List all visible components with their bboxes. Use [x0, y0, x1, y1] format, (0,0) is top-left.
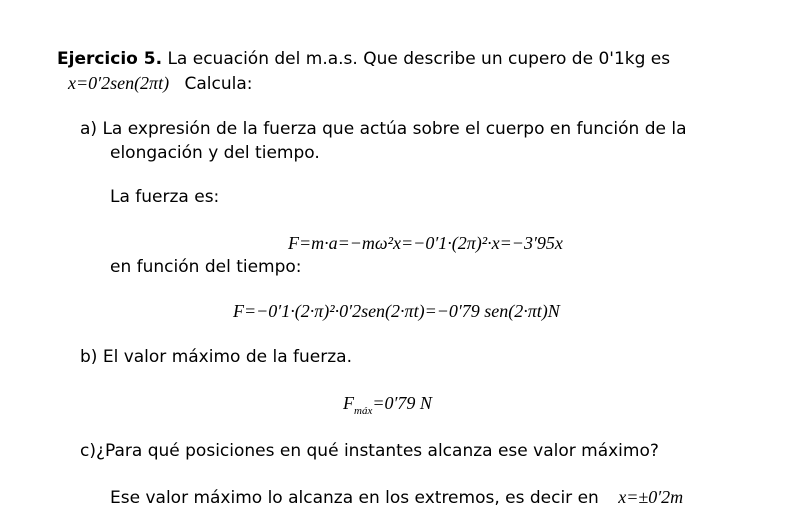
- part-c-answer-equation: x=±0′2m: [618, 487, 684, 507]
- part-c-question: c)¿Para qué posiciones en qué instantes alcanza ese valor máximo?: [80, 441, 659, 461]
- time-equation: F=−0′1·(2·π)²·0′2sen(2·πt)=−0′79 sen(2·πt)N: [233, 301, 560, 321]
- part-a-question-line2: elongación y del tiempo.: [110, 143, 320, 163]
- part-c-answer-text: Ese valor máximo lo alcanza en los extremos, es decir en: [110, 488, 599, 508]
- max-force-equation: [343, 392, 432, 417]
- part-c-answer-line: [110, 486, 683, 509]
- exercise-title: Ejercicio 5.: [57, 49, 163, 69]
- exercise-equation: x=0′2sen(2πt): [68, 73, 170, 93]
- max-force-value: =0′79 N: [372, 393, 432, 413]
- exercise-equation-line: [68, 72, 252, 95]
- part-a-question-line1: a) La expresión de la fuerza que actúa sobre el cuerpo en función de la: [80, 119, 687, 139]
- force-label: La fuerza es:: [110, 187, 220, 207]
- part-b-question: b) El valor máximo de la fuerza.: [80, 347, 352, 367]
- calcula-label: Calcula:: [184, 74, 253, 94]
- force-equation: F=m·a=−mω²x=−0′1·(2π)²·x=−3′95x: [288, 233, 563, 253]
- exercise-statement: La ecuación del m.a.s. Que describe un cupero de 0'1kg es: [162, 49, 671, 69]
- exercise-statement-line: [57, 48, 670, 70]
- max-force-symbol: F: [343, 393, 354, 413]
- time-label: en función del tiempo:: [110, 257, 302, 277]
- max-force-subscript: máx: [354, 405, 373, 417]
